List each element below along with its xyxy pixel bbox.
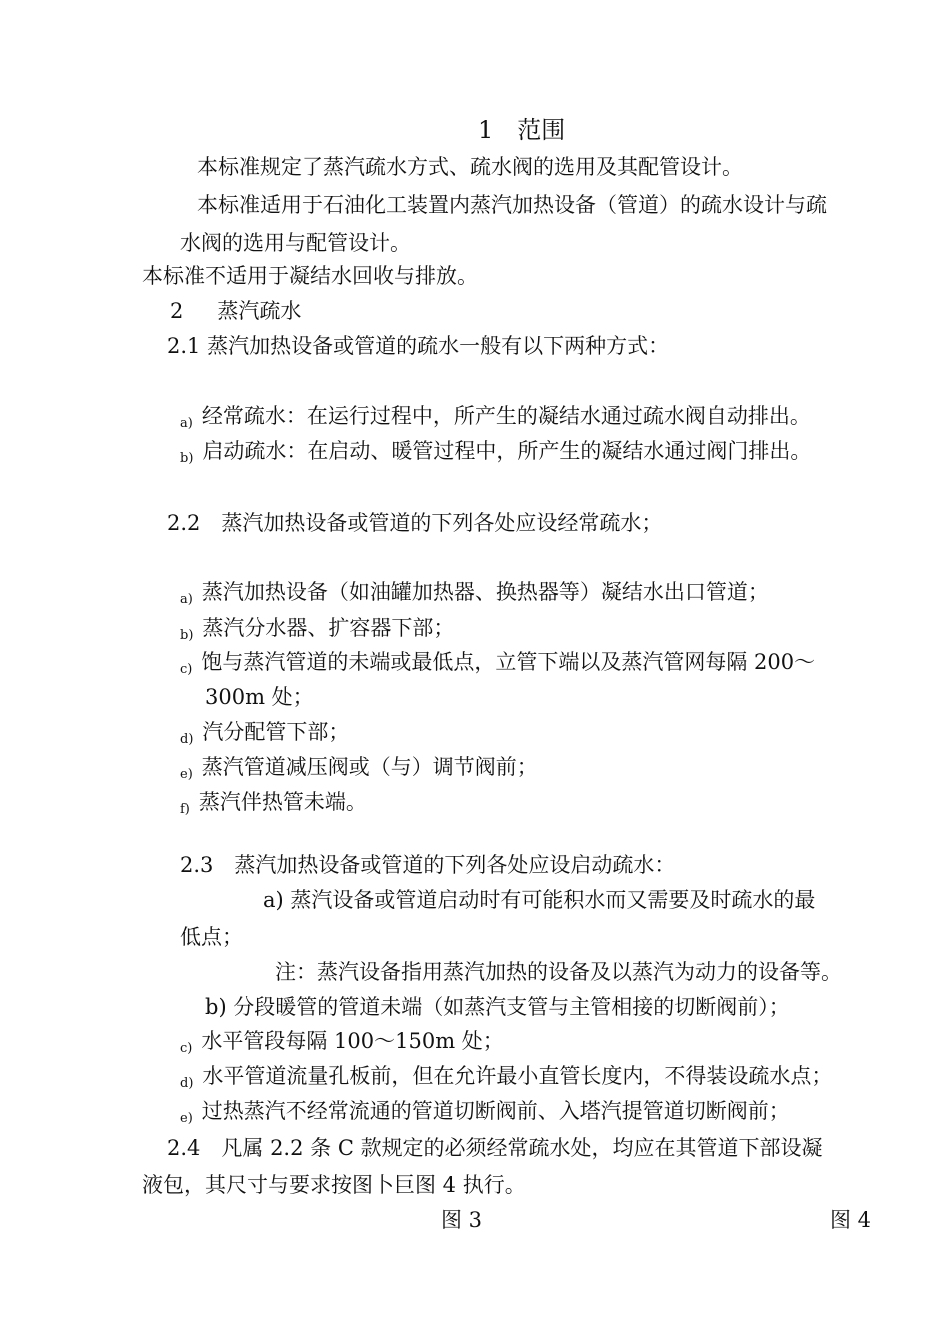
note: 注：蒸汽设备指用蒸汽加热的设备及以蒸汽为动力的设备等。 (275, 960, 842, 984)
list-text: 蒸汽管道减压阀或（与）调节阀前； (201, 755, 538, 779)
list-marker: c) (180, 1041, 193, 1056)
list-item (180, 1027, 504, 1059)
figure-3-caption: 图 3 (441, 1208, 483, 1232)
list-text: 过热蒸汽不经常流通的管道切断阀前、入塔汽提管道切断阀前； (201, 1099, 790, 1123)
list-text: 经常疏水：在运行过程中，所产生的凝结水通过疏水阀自动排出。 (201, 404, 811, 428)
list-item (180, 753, 538, 785)
section-heading-2 (170, 297, 301, 325)
heading-number: 2 (170, 299, 184, 323)
list-text: 蒸汽加热设备（如油罐加热器、换热器等）凝结水出口管道； (201, 580, 769, 604)
clause-2-3-item-b: b) 分段暖管的管道未端（如蒸汽支管与主管相接的切断阀前）； (205, 995, 790, 1019)
paragraph-scope: 本标准规定了蒸汽疏水方式、疏水阀的选用及其配管设计。 (197, 155, 743, 179)
list-text: 水平管段每隔 100～150m 处； (201, 1029, 504, 1053)
clause-2-4-cont: 液包，其尺寸与要求按图卜巨图 4 执行。 (142, 1173, 526, 1197)
list-item (180, 614, 454, 646)
list-item (180, 1097, 790, 1129)
list-marker: e) (180, 767, 193, 782)
list-marker: f) (180, 802, 190, 817)
figure-4-caption: 图 4 (830, 1208, 872, 1232)
clause-2-3-item-a: a) 蒸汽设备或管道启动时有可能积水而又需要及时疏水的最 (263, 888, 816, 912)
list-item (180, 718, 349, 750)
clause-2-4: 2.4 凡属 2.2 条 C 款规定的必须经常疏水处，均应在其管道下部设凝 (167, 1136, 823, 1160)
list-text: 水平管道流量孔板前，但在允许最小直管长度内，不得装设疏水点； (202, 1064, 833, 1088)
list-item (180, 1062, 832, 1094)
list-item-continuation: 300m 处； (205, 685, 314, 709)
list-text: 蒸汽伴热管未端。 (198, 790, 367, 814)
list-item (180, 788, 367, 820)
clause-2-2: 2.2 蒸汽加热设备或管道的下列各处应设经常疏水； (167, 511, 663, 535)
list-text: 饱与蒸汽管道的未端或最低点，立管下端以及蒸汽管网每隔 200～ (201, 650, 816, 674)
list-marker: c) (180, 662, 193, 677)
paragraph-applicability: 本标准适用于石油化工装置内蒸汽加热设备（管道）的疏水设计与疏 (197, 193, 827, 217)
heading-text: 蒸汽疏水 (217, 299, 302, 323)
paragraph-applicability-cont: 水阀的选用与配管设计。 (180, 231, 411, 255)
clause-2-3-item-a-cont: 低点； (180, 925, 243, 949)
list-marker: d) (180, 1076, 194, 1091)
section-title: 1 范围 (478, 116, 566, 144)
clause-2-1: 2.1 蒸汽加热设备或管道的疏水一般有以下两种方式： (167, 334, 670, 358)
list-item (180, 578, 769, 610)
clause-2-3: 2.3 蒸汽加热设备或管道的下列各处应设启动疏水： (180, 853, 676, 877)
list-item (180, 402, 811, 434)
list-marker: a) (180, 592, 193, 607)
list-text: 汽分配管下部； (202, 720, 350, 744)
list-marker: e) (180, 1111, 193, 1126)
list-item (180, 437, 811, 469)
list-marker: d) (180, 732, 194, 747)
list-text: 启动疏水：在启动、暖管过程中，所产生的凝结水通过阀门排出。 (202, 439, 812, 463)
list-text: 蒸汽分水器、扩容器下部； (202, 616, 455, 640)
list-marker: b) (180, 451, 194, 466)
list-marker: b) (180, 628, 194, 643)
list-marker: a) (180, 416, 193, 431)
paragraph-exclusion: 本标准不适用于凝结水回收与排放。 (142, 264, 478, 288)
list-item (180, 648, 815, 680)
